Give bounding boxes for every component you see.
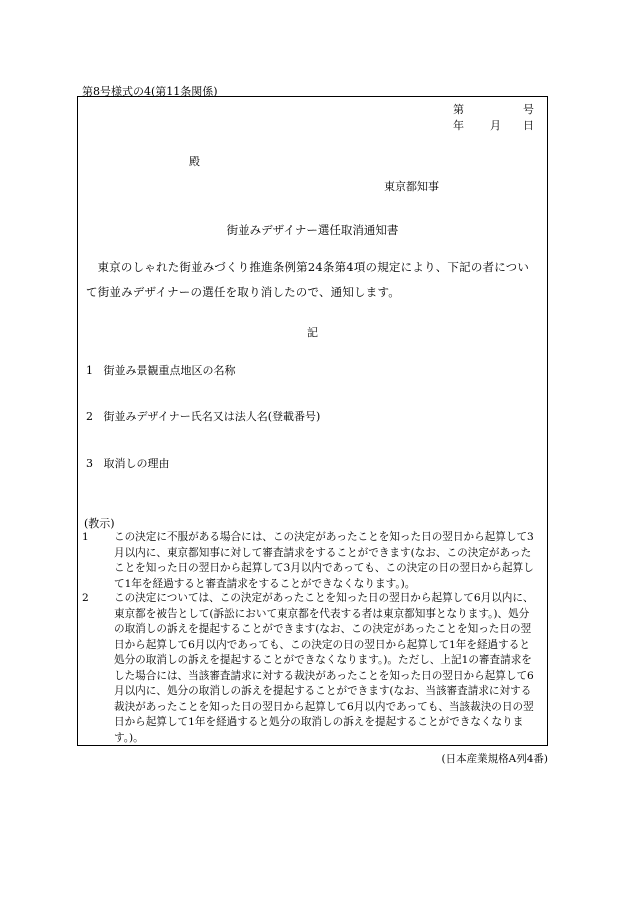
number-suffix: 号 [523, 103, 534, 116]
item-number: 2 [86, 410, 93, 423]
kyoji-paragraph-2 [82, 591, 537, 746]
paper-size-note: (日本産業規格A列4番) [441, 753, 548, 765]
item-area-name [86, 362, 236, 378]
item-number: 1 [86, 364, 93, 377]
ki-heading: 記 [307, 326, 318, 339]
date-day: 日 [523, 119, 534, 132]
document-title: 街並みデザイナー選任取消通知書 [226, 223, 399, 237]
item-label: 街並みデザイナー氏名又は法人名(登載番号) [103, 410, 321, 423]
date-year: 年 [453, 119, 464, 132]
item-label: 取消しの理由 [103, 457, 170, 470]
kyoji-label: (教示) [84, 517, 115, 530]
addressee-suffix: 殿 [189, 155, 200, 168]
body-text: 東京のしゃれた街並みづくり推進条例第24条第4項の規定により、下記の者について街並みデザイナーの選任を取り消したので、通知します。 [86, 260, 530, 299]
item-number: 3 [86, 457, 93, 470]
date-month: 月 [490, 119, 501, 132]
item-reason [86, 455, 170, 471]
kyoji-paragraph-1 [82, 530, 537, 592]
item-designer-name [86, 408, 320, 424]
item-label: 街並み景観重点地区の名称 [103, 364, 236, 377]
kyoji-paragraph-number: 2 [82, 592, 89, 604]
kyoji-paragraph-text: この決定に不服がある場合には、この決定があったことを知った日の翌日から起算して3月以内に、東京都知事に対して審査請求をすることができます(なお、この決定があったことを知った日の翌日から起算して3月以内であっても、この決定の日の翌日から起算して1年を経過すると審査請求をすることができなくなります。)。 [114, 531, 534, 590]
kyoji-paragraph-number: 1 [82, 531, 89, 543]
form-number-label: 第8号様式の4(第11条関係) [82, 85, 218, 98]
kyoji-paragraph-text: この決定については、この決定があったことを知った日の翌日から起算して6月以内に、東京都を被告として(訴訟において東京都を代表する者は東京都知事となります。)、処分の取消しの訴えを提起することができます(なお、この決定があったことを知った日の翌日から起算して6月以内であっても、この決定の日の翌日から起算して1年を経過すると処分の取消しの訴えを提起することができなくなります。)。ただし、上記1の審査請求をした場合には、当該審査請求に対する裁決があったことを知った日の翌日から起算して6月以内に、処分の取消しの訴えを提起することができます(なお、当該審査請求に対する裁決があったことを知った日の翌日から起算して6月以内であっても、当該裁決の日の翌日から起算して1年を経過すると処分の取消しの訴えを提起することができなくなります。)。 [114, 592, 534, 744]
issuer-name: 東京都知事 [384, 180, 439, 193]
number-prefix: 第 [453, 103, 464, 116]
document-frame [77, 96, 548, 746]
